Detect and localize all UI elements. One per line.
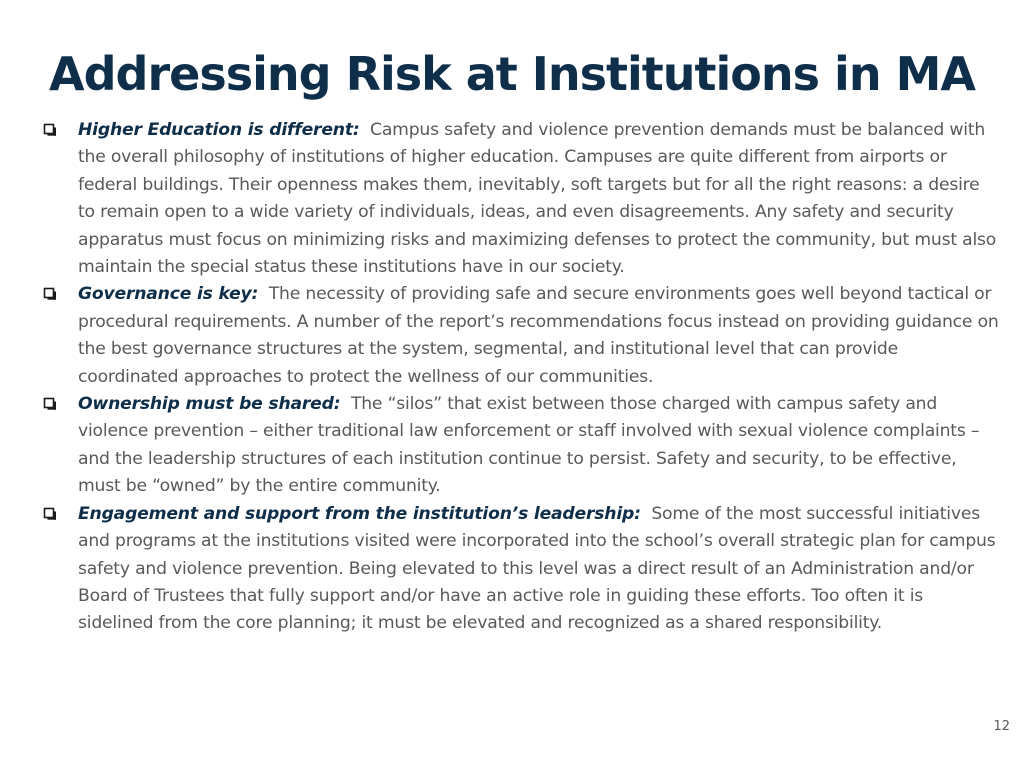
bullet-item [40,117,1000,281]
bullet-text: The “silos” that exist between those charged with campus safety and violence prevention – either traditional law enforcement or staff involved with sexual violence complaints – and the leadership structures of each institution continue to persist. Safety and security, to be effective, must be “owned” by the entire community. [78,394,980,497]
hollow-square-bullet-icon [43,123,58,138]
bullet-lead: Ownership must be shared: [78,394,341,415]
bullet-list [40,117,1000,638]
bullet-lead: Higher Education is different: [78,120,360,140]
slide-title: Addressing Risk at Institutions in MA [49,47,975,101]
hollow-square-bullet-icon [43,287,58,302]
bullet-item [40,501,1000,638]
bullet-item [40,281,1000,391]
bullet-text: Campus safety and violence prevention demands must be balanced with the overall philosophy of institutions of higher education. Campuses are quite different from airports or federal buildings. Their openness makes them, inevitably, soft targets but for all the right reasons: a desire to remain open to a wide variety of individuals, ideas, and even disagreements. Any safety and security apparatus must focus on minimizing risks and maximizing defenses to protect the community, but must also maintain the special status these institutions have in our society. [78,120,997,278]
hollow-square-bullet-icon [43,507,58,522]
bullet-item [40,391,1000,501]
bullet-lead: Engagement and support from the institution’s leadership: [78,503,641,524]
bullet-lead: Governance is key: [78,284,259,305]
bullet-text: Some of the most successful initiatives and programs at the institutions visited were incorporated into the school’s overall strategic plan for campus safety and violence prevention. Being elevated to this level was a direct result of an Administration and/or Board of Trustees that fully support and/or have an active role in guiding these efforts. Too often it is sidelined from the core planning; it must be elevated and recognized as a shared responsibility. [78,503,996,634]
hollow-square-bullet-icon [43,397,58,412]
page-number: 12 [993,719,1010,734]
bullet-text: The necessity of providing safe and secure environments goes well beyond tactical or procedural requirements. A number of the report’s recommendations focus instead on providing guidance on the best governance structures at the system, segmental, and institutional level that can provide coordinated approaches to protect the wellness of our communities. [78,284,999,387]
